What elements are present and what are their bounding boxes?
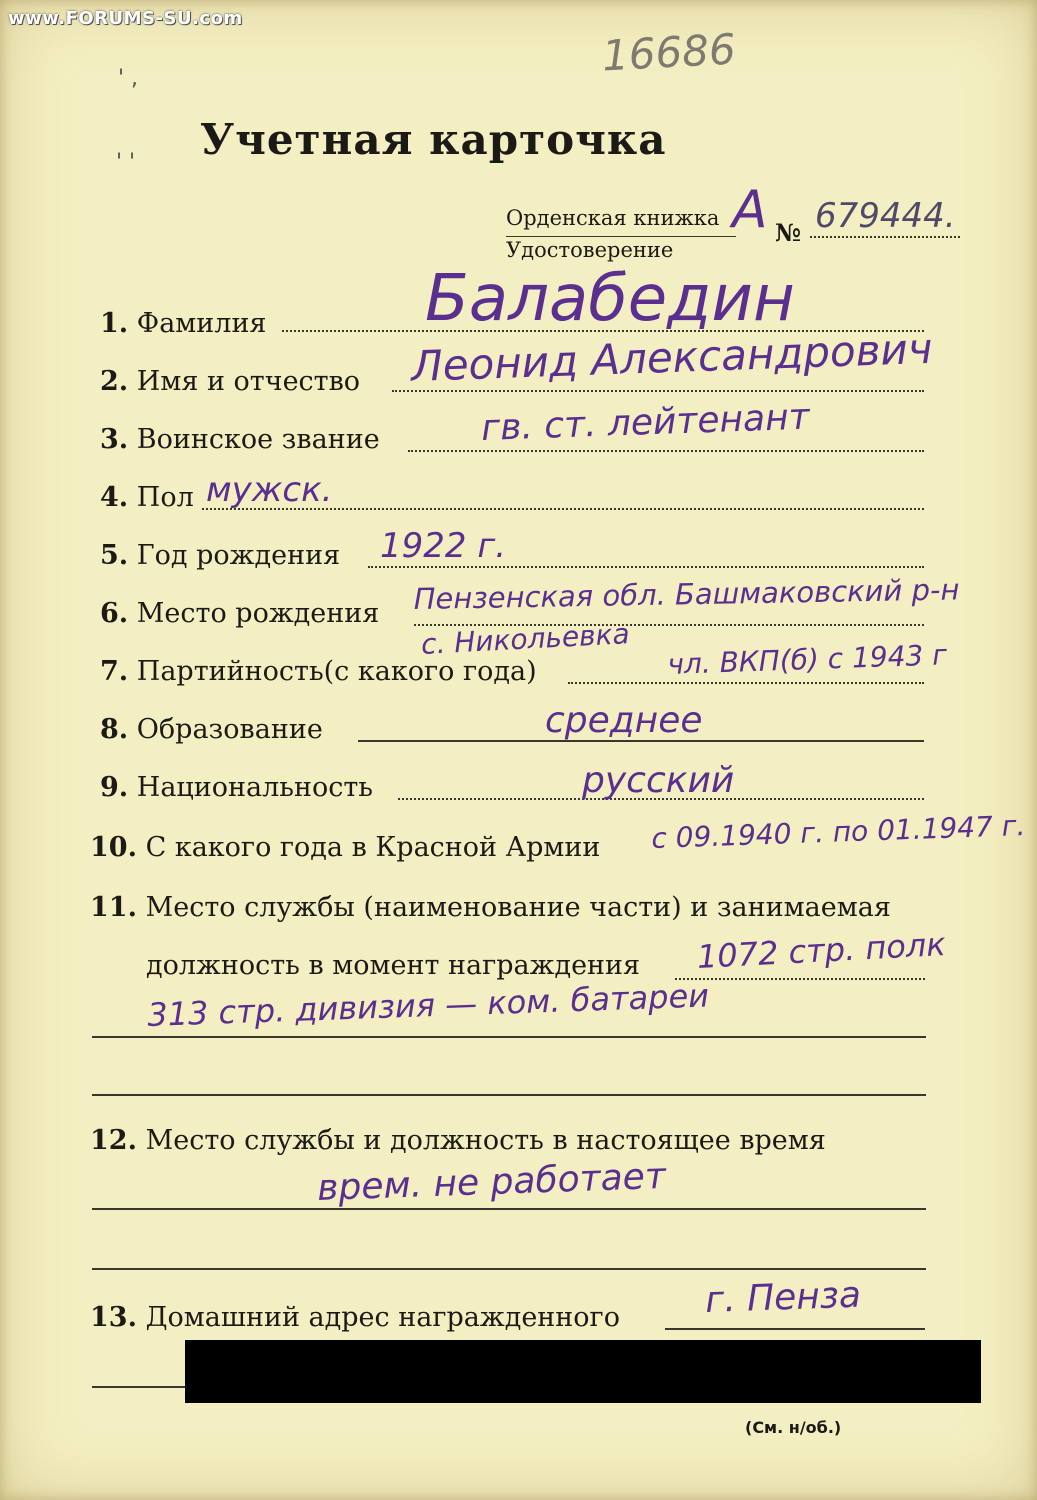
name-patronymic-value: Леонид Александрович	[410, 323, 934, 391]
unit-value-2: 313 стр. дивизия — ком. батареи	[146, 976, 710, 1034]
current-job-value: врем. не работает	[316, 1155, 667, 1209]
field-3-label: 3. Воинское звание	[100, 424, 380, 455]
field-7-label: 7. Партийность(с какого года)	[100, 656, 537, 687]
field-line	[92, 1094, 926, 1096]
field-8-label: 8. Образование	[100, 714, 323, 745]
field-11-label: 11. Место службы (наименование части) и занимаемая	[90, 892, 891, 923]
field-line	[92, 1268, 926, 1270]
field-line	[92, 1036, 926, 1038]
card-title: Учетная карточка	[200, 115, 667, 164]
field-10-label: 10. С какого года в Красной Армии	[90, 832, 601, 863]
field-line	[368, 566, 924, 568]
army-service-value: с 09.1940 г. по 01.1947 г.	[650, 808, 1026, 855]
surname-value: Балабедин	[425, 262, 795, 336]
watermark: www.FORUMS-SU.com	[8, 8, 243, 29]
field-line	[392, 390, 924, 392]
field-4-label: 4. Пол	[100, 482, 194, 513]
field-line	[92, 1386, 192, 1388]
home-address-value: г. Пенза	[704, 1274, 862, 1321]
field-13-label: 13. Домашний адрес награжденного	[90, 1302, 620, 1333]
birthplace-value: Пензенская обл. Башмаковский р-н	[413, 572, 960, 616]
field-line	[665, 1328, 925, 1330]
military-rank-value: гв. ст. лейтенант	[480, 396, 811, 449]
margin-mark: ' ,	[118, 66, 139, 91]
number-sign: №	[775, 218, 802, 247]
pencil-archive-number: 16686	[600, 24, 737, 81]
field-line	[408, 450, 924, 452]
order-book-number: 679444.	[815, 196, 956, 236]
sex-value: мужск.	[206, 470, 333, 510]
field-9-label: 9. Национальность	[100, 772, 373, 803]
field-line	[675, 978, 925, 980]
unit-value: 1072 стр. полк	[696, 925, 947, 976]
field-line	[568, 682, 924, 684]
certificate-label: Удостоверение	[506, 238, 674, 262]
field-5-label: 5. Год рождения	[100, 540, 341, 571]
birth-year-value: 1922 г.	[380, 526, 507, 566]
birthplace-value-2: с. Никольевка	[420, 617, 631, 661]
strike-line	[506, 236, 736, 237]
field-12-label: 12. Место службы и должность в настоящее время	[90, 1125, 826, 1156]
field-2-label: 2. Имя и отчество	[100, 366, 361, 397]
number-line	[810, 236, 960, 238]
redaction-bar	[185, 1340, 981, 1403]
order-book-label: Орденская книжка	[506, 206, 720, 230]
party-value: чл. ВКП(б) с 1943 г	[666, 638, 948, 681]
field-1-label: 1. Фамилия	[100, 308, 267, 339]
field-line	[92, 1208, 926, 1210]
field-11-label-2: должность в момент награждения	[146, 950, 641, 981]
nationality-value: русский	[582, 760, 735, 801]
see-reverse-note: (См. н/об.)	[745, 1418, 842, 1437]
margin-mark: ' '	[116, 150, 136, 175]
education-value: среднее	[545, 700, 703, 741]
field-6-label: 6. Место рождения	[100, 598, 380, 629]
order-book-series: А	[732, 180, 768, 240]
